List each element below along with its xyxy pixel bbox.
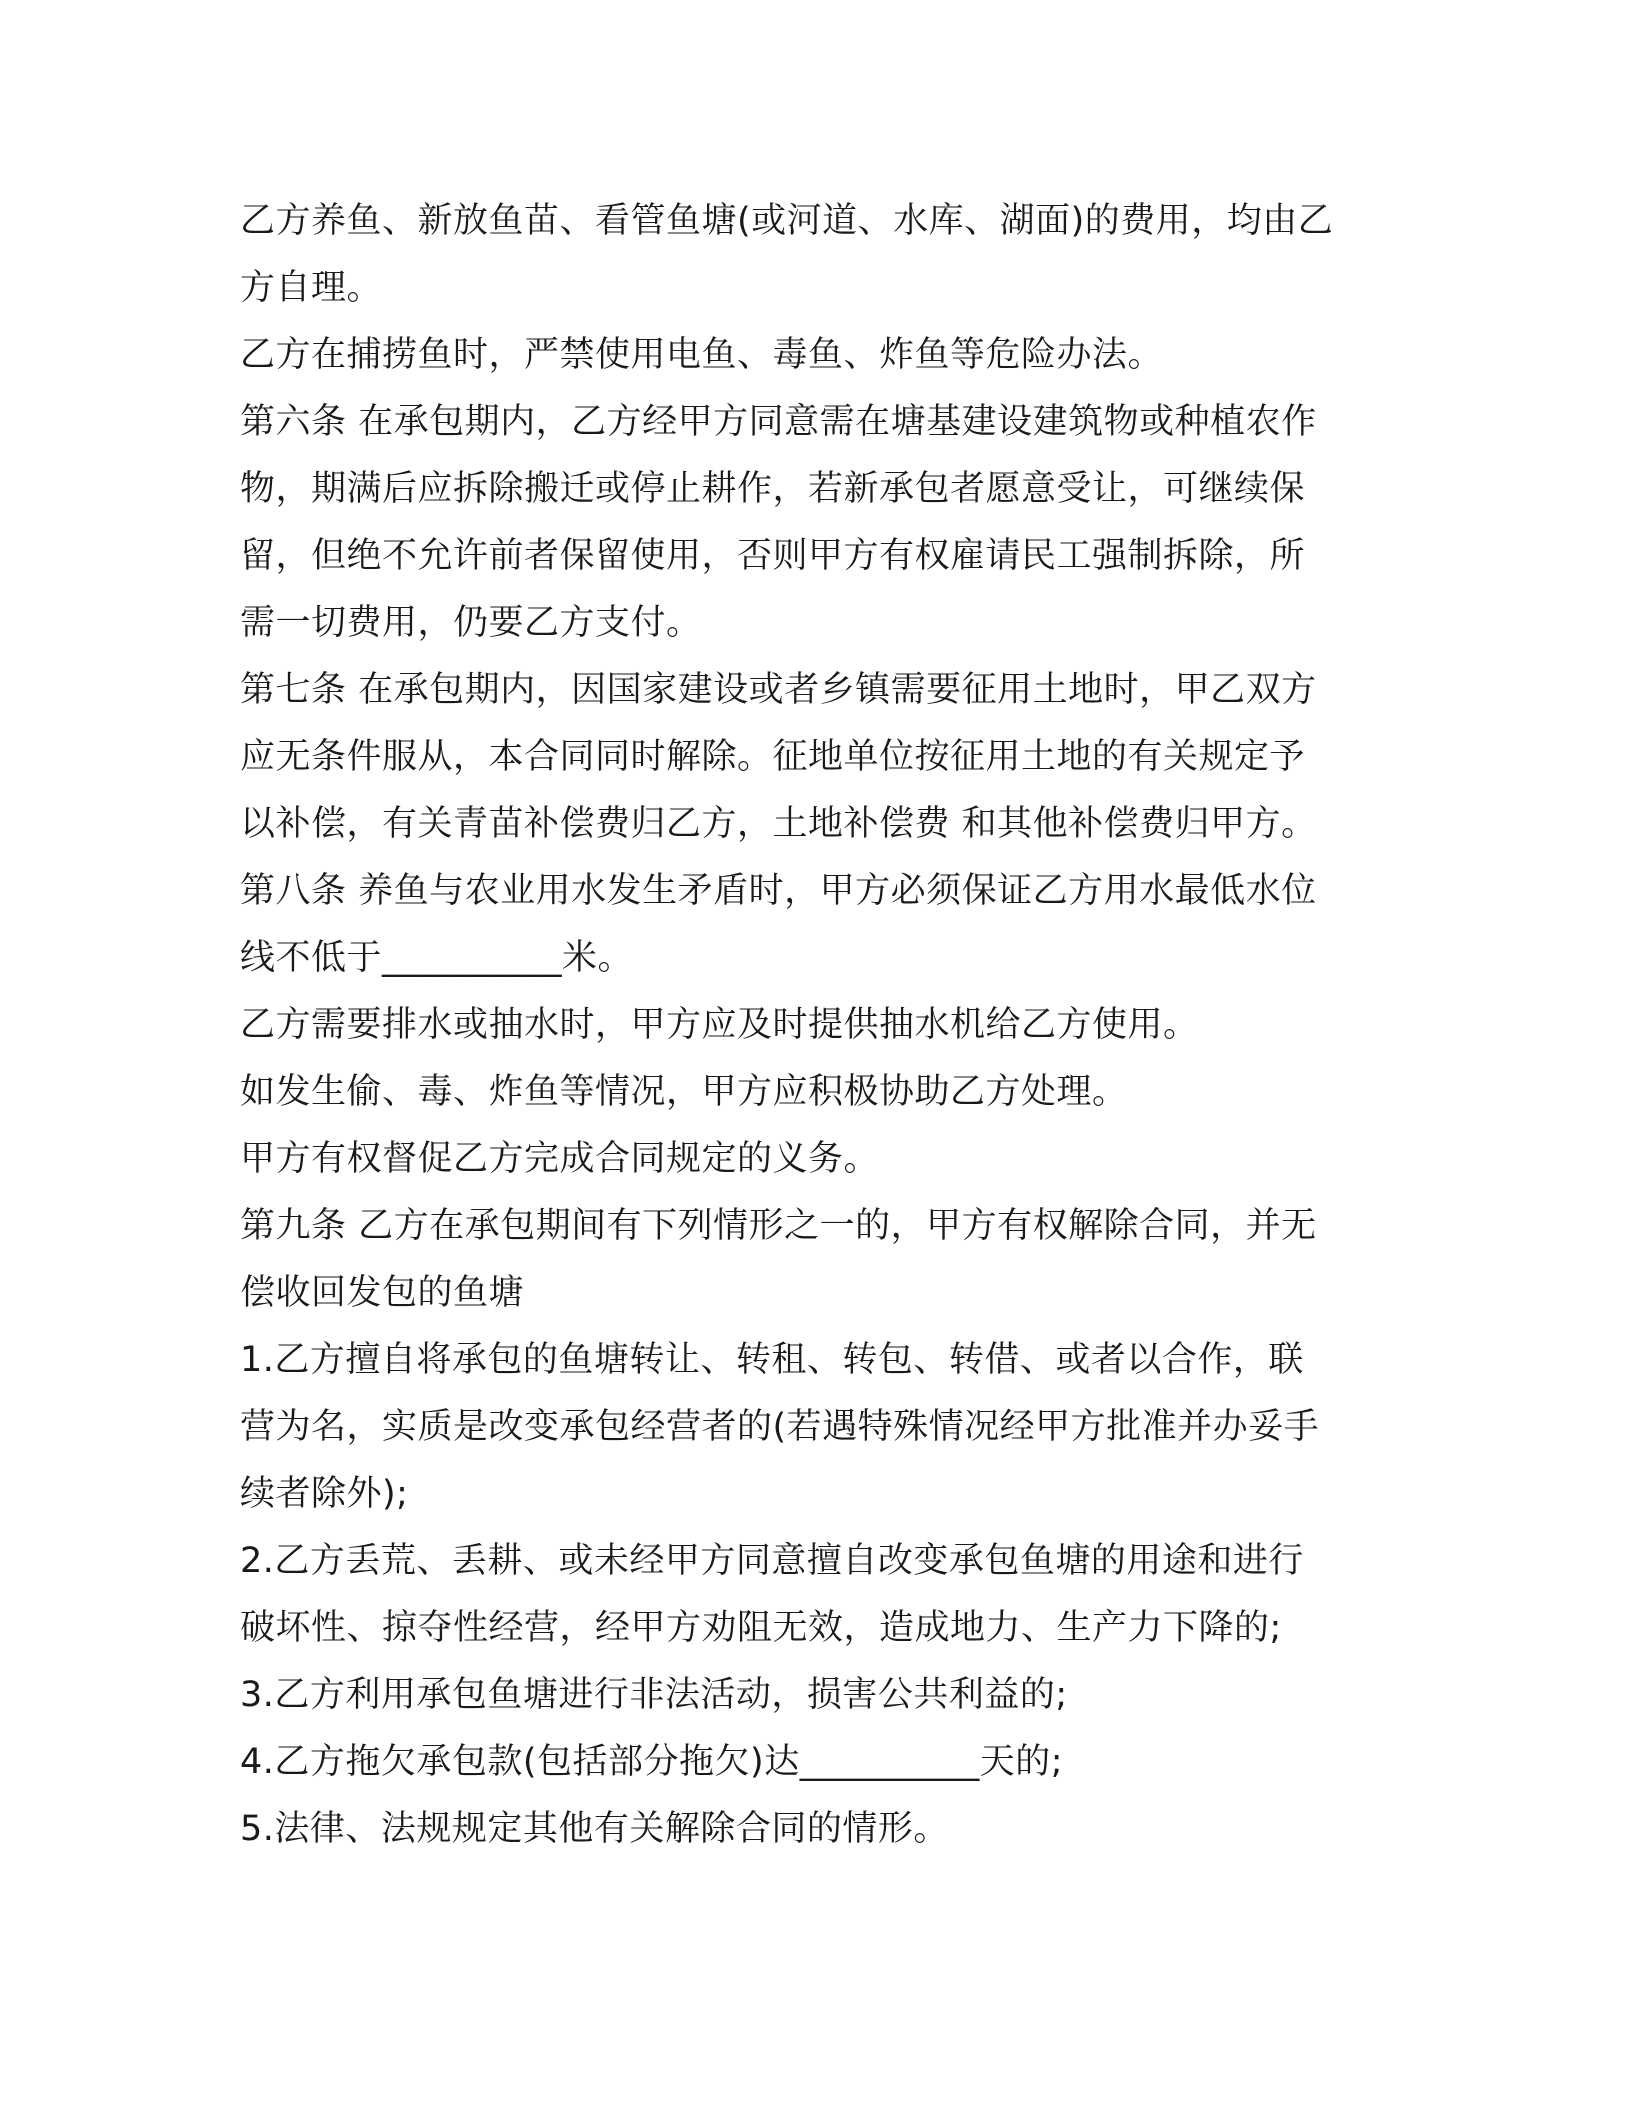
list-item: [240, 1327, 1400, 1528]
paragraph: [240, 322, 1400, 389]
text-line: 5.法律、法规规定其他有关解除合同的情形。: [240, 1809, 949, 1849]
text-line: 4.乙方拖欠承包款(包括部分拖欠)达__________天的;: [240, 1742, 1063, 1782]
text-line: 第九条 乙方在承包期间有下列情形之一的，甲方有权解除合同，并无: [240, 1206, 1317, 1246]
text-line: 第八条 养鱼与农业用水发生矛盾时，甲方必须保证乙方用水最低水位: [240, 871, 1317, 911]
text-line: 如发生偷、毒、炸鱼等情况，甲方应积极协助乙方处理。: [240, 1072, 1128, 1112]
text-line: 乙方养鱼、新放鱼苗、看管鱼塘(或河道、水库、湖面)的费用，均由乙: [240, 201, 1334, 241]
article-9-paragraph: [240, 1193, 1400, 1327]
article-7-paragraph: [240, 657, 1400, 858]
list-item: [240, 1796, 1400, 1863]
text-line: 偿收回发包的鱼塘: [240, 1273, 525, 1313]
list-item: [240, 1729, 1400, 1796]
list-item: [240, 1662, 1400, 1729]
text-line: 第六条 在承包期内，乙方经甲方同意需在塘基建设建筑物或种植农作: [240, 402, 1317, 442]
text-line: 破坏性、掠夺性经营，经甲方劝阻无效，造成地力、生产力下降的;: [240, 1608, 1282, 1648]
paragraph: [240, 1059, 1400, 1126]
list-item: [240, 1528, 1400, 1662]
text-line: 1.乙方擅自将承包的鱼塘转让、转租、转包、转借、或者以合作，联: [240, 1340, 1304, 1380]
text-line: 方自理。: [240, 268, 383, 308]
text-line: 应无条件服从，本合同同时解除。征地单位按征用土地的有关规定予: [240, 737, 1306, 777]
text-line: 营为名，实质是改变承包经营者的(若遇特殊情况经甲方批准并办妥手: [240, 1407, 1320, 1447]
text-line: 留，但绝不允许前者保留使用，否则甲方有权雇请民工强制拆除，所: [240, 536, 1306, 576]
text-line: 乙方在捕捞鱼时，严禁使用电鱼、毒鱼、炸鱼等危险办法。: [240, 335, 1164, 375]
text-line: 以补偿，有关青苗补偿费归乙方，土地补偿费 和其他补偿费归甲方。: [240, 804, 1317, 844]
text-line: 甲方有权督促乙方完成合同规定的义务。: [240, 1139, 880, 1179]
text-line: 线不低于__________米。: [240, 938, 634, 978]
text-line: 续者除外);: [240, 1474, 409, 1514]
article-6-paragraph: [240, 389, 1400, 657]
text-line: 第七条 在承包期内，因国家建设或者乡镇需要征用土地时，甲乙双方: [240, 670, 1317, 710]
paragraph: [240, 992, 1400, 1059]
text-line: 乙方需要排水或抽水时，甲方应及时提供抽水机给乙方使用。: [240, 1005, 1199, 1045]
document-body: [240, 188, 1400, 1863]
article-8-paragraph: [240, 858, 1400, 992]
text-line: 需一切费用，仍要乙方支付。: [240, 603, 702, 643]
text-line: 物，期满后应拆除搬迁或停止耕作，若新承包者愿意受让，可继续保: [240, 469, 1306, 509]
paragraph: [240, 188, 1400, 322]
text-line: 3.乙方利用承包鱼塘进行非法活动，损害公共利益的;: [240, 1675, 1068, 1715]
text-line: 2.乙方丢荒、丢耕、或未经甲方同意擅自改变承包鱼塘的用途和进行: [240, 1541, 1304, 1581]
paragraph: [240, 1126, 1400, 1193]
